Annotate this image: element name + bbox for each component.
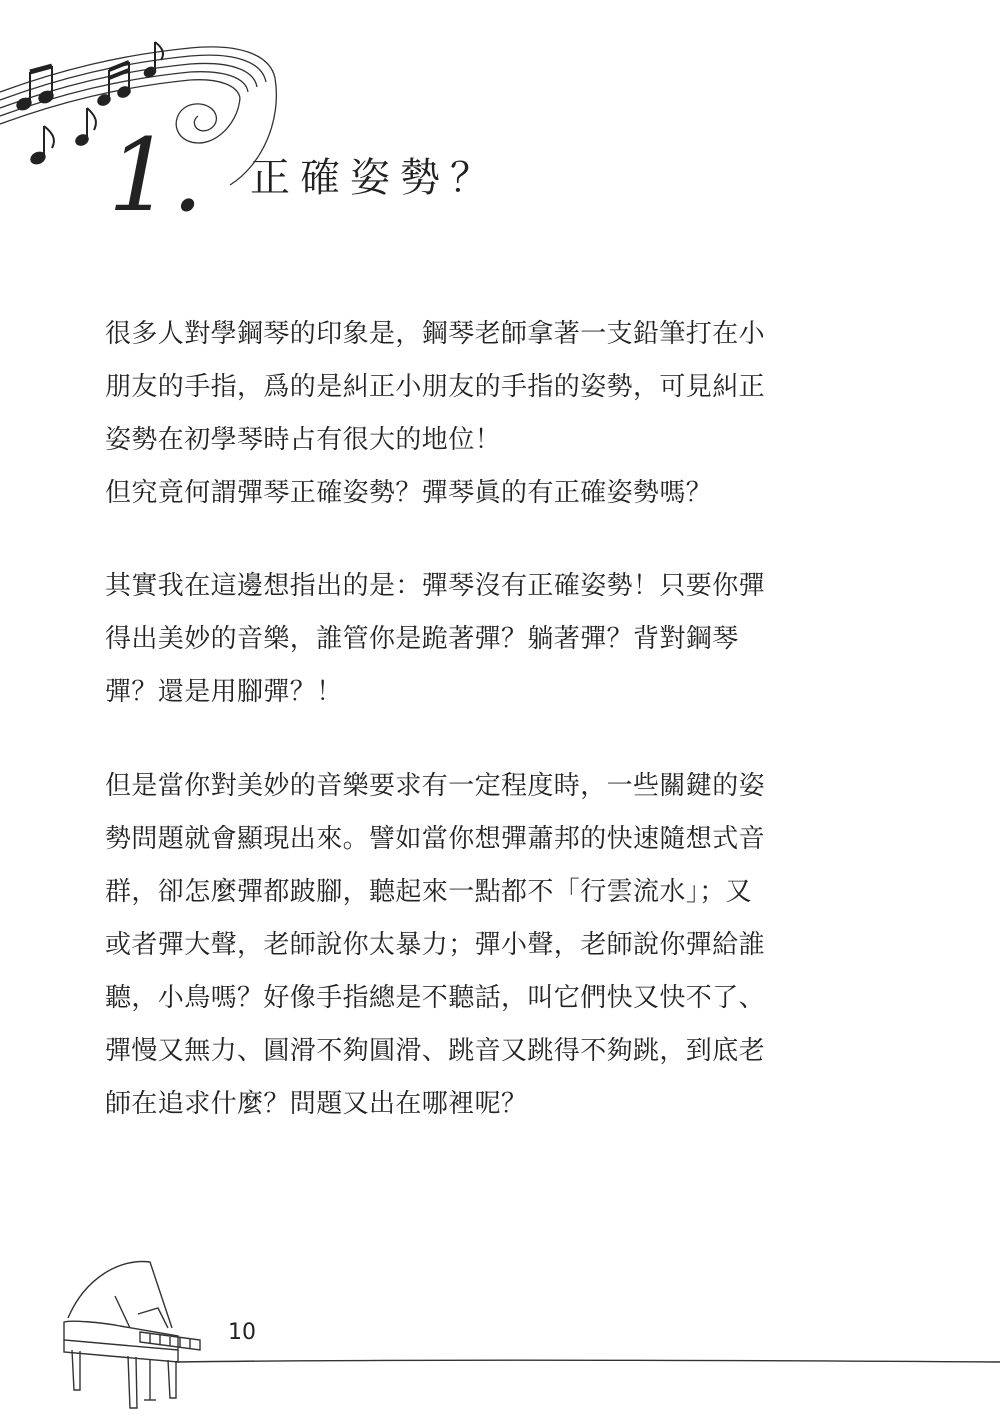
- paragraph-line: 朋友的手指，爲的是糾正小朋友的手指的姿勢，可見糾正: [105, 372, 766, 402]
- paragraph-line: 彈慢又無力、圓滑不夠圓滑、跳音又跳得不夠跳，到底老: [105, 1036, 766, 1066]
- paragraph-line: 得出美妙的音樂，誰管你是跪著彈？躺著彈？背對鋼琴: [105, 624, 739, 654]
- paragraph-line: 師在追求什麼？問題又出在哪裡呢？: [105, 1089, 528, 1119]
- paragraph-line: 姿勢在初學琴時占有很大的地位！: [105, 425, 502, 455]
- paragraph-line: 很多人對學鋼琴的印象是，鋼琴老師拿著一支鉛筆打在小: [105, 319, 766, 349]
- paragraph-line: 但究竟何謂彈琴正確姿勢？彈琴眞的有正確姿勢嗎？: [105, 478, 713, 508]
- paragraph-1: [105, 308, 845, 520]
- paragraph-2: [105, 560, 845, 719]
- paragraph-3: [105, 760, 845, 1131]
- paragraph-line: 或者彈大聲，老師說你太暴力；彈小聲，老師說你彈給誰: [105, 930, 766, 960]
- paragraph-line: 群，卻怎麼彈都跛腳，聽起來一點都不「行雲流水」；又: [105, 877, 753, 907]
- paragraph-line: 勢問題就會顯現出來。譬如當你想彈蕭邦的快速隨想式音: [105, 824, 766, 854]
- chapter-title: 正確姿勢？: [250, 155, 500, 201]
- chapter-number: 1.: [108, 117, 204, 234]
- piano-footer-decoration: [0, 1250, 1000, 1419]
- paragraph-line: 其實我在這邊想指出的是：彈琴沒有正確姿勢！只要你彈: [105, 571, 766, 601]
- paragraph-line: 彈？還是用腳彈？！: [105, 677, 343, 707]
- page-number: 10: [228, 1320, 256, 1345]
- paragraph-line: 但是當你對美妙的音樂要求有一定程度時，一些關鍵的姿: [105, 771, 766, 801]
- paragraph-line: 聽，小鳥嗎？好像手指總是不聽話，叫它們快又快不了、: [105, 983, 766, 1013]
